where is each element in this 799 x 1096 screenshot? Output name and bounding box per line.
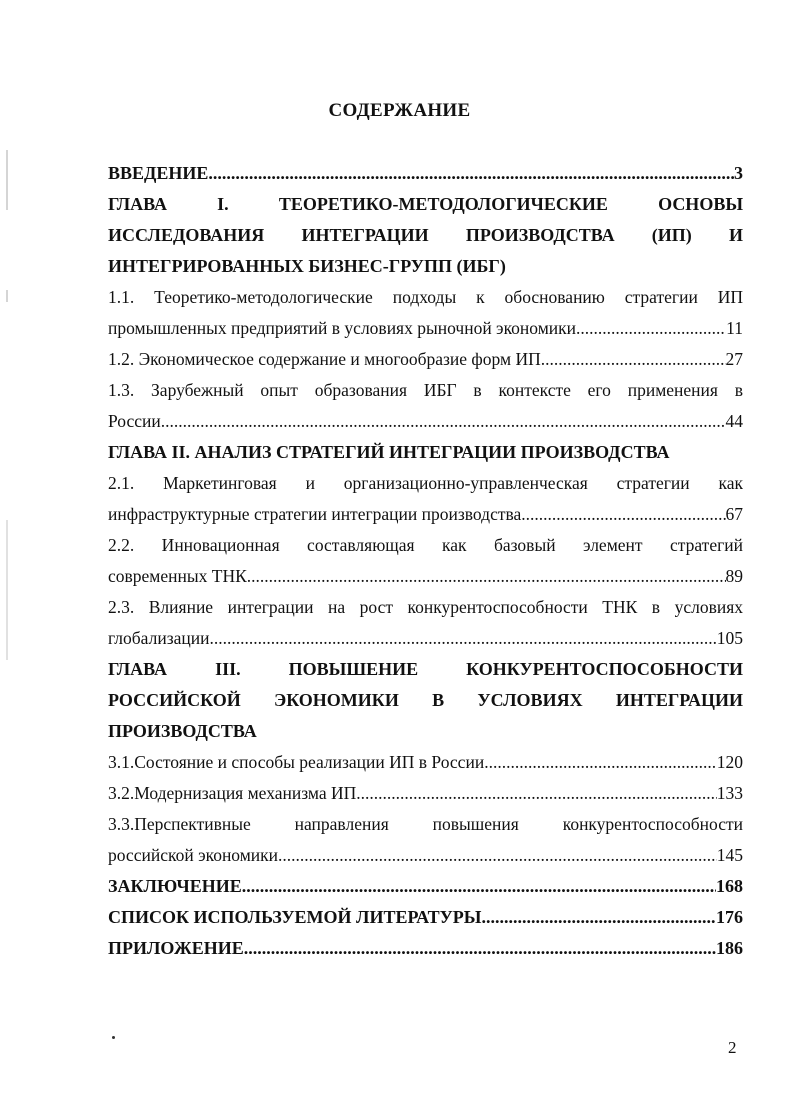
toc-leader xyxy=(521,499,725,530)
toc-section-2-2-line-2[interactable] xyxy=(108,561,743,592)
toc-label: России xyxy=(108,411,161,431)
toc-label: ЗАКЛЮЧЕНИЕ xyxy=(108,876,242,896)
page-number: 2 xyxy=(728,1038,737,1057)
scan-artifact xyxy=(6,290,8,302)
toc-label: 3.2.Модернизация механизма ИП xyxy=(108,783,357,803)
toc-leader xyxy=(161,406,726,437)
toc-section-1-3-line-1[interactable]: 1.3. Зарубежный опыт образования ИБГ в контексте его применения в xyxy=(108,380,743,400)
toc-section-3-3-line-1[interactable]: 3.3.Перспективные направления повышения конкурентоспособности xyxy=(108,814,743,834)
toc-page: 27 xyxy=(725,349,743,369)
toc-page: 105 xyxy=(716,628,743,648)
toc-section-2-1-line-2[interactable] xyxy=(108,499,743,530)
toc-section-1-3-line-2[interactable] xyxy=(108,406,743,437)
toc-section-1-1-line-1[interactable]: 1.1. Теоретико-методологические подходы к обоснованию стратегии ИП xyxy=(108,287,743,307)
scan-artifact xyxy=(6,150,8,210)
toc-section-2-2-line-1[interactable]: 2.2. Инновационная составляющая как базовый элемент стратегий xyxy=(108,535,743,555)
toc-entry-intro[interactable] xyxy=(108,158,743,189)
toc-page: 89 xyxy=(725,566,743,586)
toc-leader xyxy=(576,313,726,344)
toc-section-2-3-line-2[interactable] xyxy=(108,623,743,654)
toc-section-2-1-line-1[interactable]: 2.1. Маркетинговая и организационно-управленческая стратегии как xyxy=(108,473,743,493)
toc-entry-literature[interactable] xyxy=(108,902,743,933)
toc-page: 120 xyxy=(716,752,743,772)
toc-chapter-3-line-2[interactable]: РОССИЙСКОЙ ЭКОНОМИКИ В УСЛОВИЯХ ИНТЕГРАЦИИ xyxy=(108,690,743,710)
toc-leader xyxy=(208,158,734,189)
toc-leader xyxy=(247,561,726,592)
toc-chapter-3-line-3[interactable]: ПРОИЗВОДСТВА xyxy=(108,721,257,741)
toc-leader xyxy=(209,623,716,654)
page-title: СОДЕРЖАНИЕ xyxy=(328,100,471,121)
toc-page: 168 xyxy=(716,876,743,896)
toc-page: 44 xyxy=(725,411,743,431)
toc-label: современных ТНК xyxy=(108,566,247,586)
toc-leader xyxy=(242,871,716,902)
toc-page: 176 xyxy=(716,907,743,927)
toc-entry-appendix[interactable] xyxy=(108,933,743,964)
toc-label: 3.1.Состояние и способы реализации ИП в России xyxy=(108,752,485,772)
toc-label: инфраструктурные стратегии интеграции производства xyxy=(108,504,522,524)
toc-label: российской экономики xyxy=(108,845,279,865)
toc-label: СПИСОК ИСПОЛЬЗУЕМОЙ ЛИТЕРАТУРЫ xyxy=(108,907,482,927)
toc-label: 1.2. Экономическое содержание и многообразие форм ИП xyxy=(108,349,541,369)
toc-leader xyxy=(541,344,726,375)
toc-leader xyxy=(484,747,717,778)
scan-artifact xyxy=(6,520,8,660)
toc-page: 3 xyxy=(734,163,743,183)
toc-label: ПРИЛОЖЕНИЕ xyxy=(108,938,244,958)
toc-page: 133 xyxy=(716,783,743,803)
toc-page: 11 xyxy=(726,318,743,338)
toc-leader xyxy=(356,778,716,809)
toc-chapter-3-line-1[interactable]: ГЛАВА III. ПОВЫШЕНИЕ КОНКУРЕНТОСПОСОБНОСТИ xyxy=(108,659,743,679)
toc-section-2-3-line-1[interactable]: 2.3. Влияние интеграции на рост конкурентоспособности ТНК в условиях xyxy=(108,597,743,617)
toc-page: 67 xyxy=(725,504,743,524)
toc-entry-conclusion[interactable] xyxy=(108,871,743,902)
toc-page: 145 xyxy=(716,845,743,865)
toc-section-1-2[interactable] xyxy=(108,344,743,375)
toc-section-1-1-line-2[interactable] xyxy=(108,313,743,344)
toc-chapter-1-line-3[interactable]: ИНТЕГРИРОВАННЫХ БИЗНЕС-ГРУПП (ИБГ) xyxy=(108,256,506,276)
toc-label: ВВЕДЕНИЕ xyxy=(108,163,209,183)
toc-leader xyxy=(481,902,716,933)
toc-label: глобализации xyxy=(108,628,210,648)
toc-section-3-1[interactable] xyxy=(108,747,743,778)
toc-chapter-2[interactable]: ГЛАВА II. АНАЛИЗ СТРАТЕГИЙ ИНТЕГРАЦИИ ПРОИЗВОДСТВА xyxy=(108,442,670,462)
toc-section-3-2[interactable] xyxy=(108,778,743,809)
toc-page: 186 xyxy=(716,938,743,958)
toc-label: промышленных предприятий в условиях рыночной экономики xyxy=(108,318,577,338)
scan-dot xyxy=(112,1036,115,1039)
toc-leader xyxy=(278,840,717,871)
toc-chapter-1-line-1[interactable]: ГЛАВА I. ТЕОРЕТИКО-МЕТОДОЛОГИЧЕСКИЕ ОСНОВЫ xyxy=(108,194,743,214)
toc-leader xyxy=(244,933,716,964)
toc-section-3-3-line-2[interactable] xyxy=(108,840,743,871)
table-of-contents xyxy=(108,158,743,964)
toc-chapter-1-line-2[interactable]: ИССЛЕДОВАНИЯ ИНТЕГРАЦИИ ПРОИЗВОДСТВА (ИП) И xyxy=(108,225,743,245)
